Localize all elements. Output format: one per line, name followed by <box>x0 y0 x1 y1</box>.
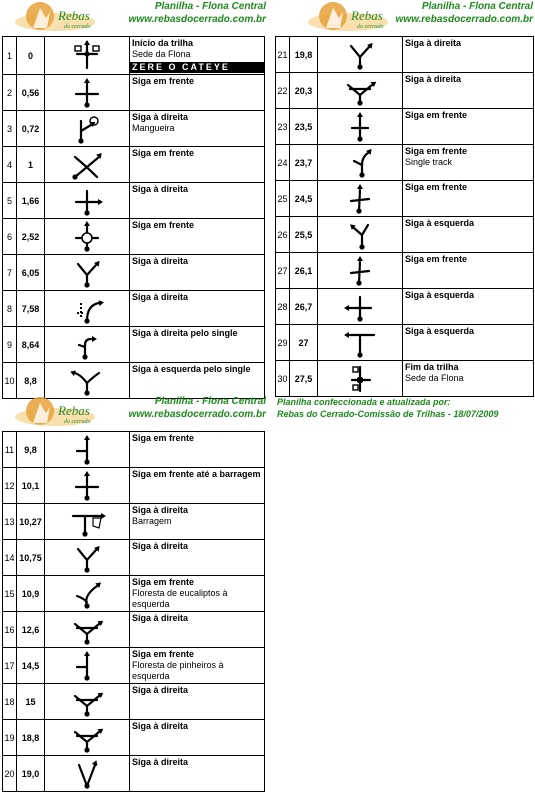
instruction-cell <box>403 217 534 253</box>
header-site[interactable]: www.rebasdocerrado.com.br <box>128 409 266 420</box>
step-number: 24 <box>276 145 290 181</box>
cross-short-icon <box>340 111 380 143</box>
instruction-text: Siga em frente até a barragem <box>132 469 261 479</box>
reset-banner: ZERE O CATEYE <box>130 62 264 73</box>
t-left-icon <box>340 327 380 359</box>
route-diagram <box>45 291 130 327</box>
instruction-cell <box>130 684 265 720</box>
svg-text:Rebas: Rebas <box>351 8 383 23</box>
step-number: 2 <box>3 75 17 111</box>
table-row <box>3 183 265 219</box>
instruction-cell <box>130 648 265 684</box>
step-number: 29 <box>276 325 290 361</box>
km-value: 15 <box>17 684 45 720</box>
instruction-text: Siga à direita <box>132 541 189 551</box>
route-table-2 <box>275 36 534 397</box>
landmark-text: Barragem <box>132 516 172 526</box>
table-row <box>276 145 534 181</box>
route-diagram <box>45 219 130 255</box>
instruction-cell <box>130 756 265 792</box>
km-value: 8,8 <box>17 363 45 399</box>
svg-text:do cerrado: do cerrado <box>64 419 91 425</box>
km-value: 20,3 <box>290 73 318 109</box>
table-row <box>3 219 265 255</box>
roundabout-icon <box>67 221 107 253</box>
route-diagram <box>318 253 403 289</box>
km-value: 18,8 <box>17 720 45 756</box>
instruction-text: Siga em frente <box>132 220 195 230</box>
right-tree-icon <box>67 113 107 145</box>
instruction-text: Siga em frente <box>405 146 468 156</box>
route-diagram <box>45 756 130 792</box>
header-right <box>273 0 535 36</box>
instruction-cell <box>403 253 534 289</box>
fork-left-icon <box>67 365 107 397</box>
instruction-text: Siga à direita <box>132 757 189 767</box>
km-value: 10,75 <box>17 540 45 576</box>
start-icon <box>67 40 107 72</box>
instruction-text: Siga em frente <box>132 76 195 86</box>
step-number: 23 <box>276 109 290 145</box>
table-row <box>3 291 265 327</box>
instruction-text: Siga à esquerda <box>405 218 475 228</box>
route-diagram <box>45 75 130 111</box>
t-straight-left-icon <box>67 434 107 466</box>
credits-line-2: Rebas do Cerrado-Comissão de Trilhas - 18/07/2009 <box>277 409 499 419</box>
instruction-cell <box>130 468 265 504</box>
header-title: Planilha - Flona Central <box>154 1 266 12</box>
instruction-text: Siga à direita <box>132 685 189 695</box>
step-number: 14 <box>3 540 17 576</box>
step-number: 6 <box>3 219 17 255</box>
route-diagram <box>45 255 130 291</box>
instruction-text: Siga à direita <box>132 721 189 731</box>
route-diagram <box>45 183 130 219</box>
x-cross-icon <box>67 149 107 181</box>
table-row <box>276 361 534 397</box>
landmark-text: Sede da Flona <box>405 373 464 383</box>
km-value: 24,5 <box>290 181 318 217</box>
instruction-cell <box>403 181 534 217</box>
route-diagram <box>45 504 130 540</box>
km-value: 7,58 <box>17 291 45 327</box>
route-diagram <box>45 432 130 468</box>
table-row <box>3 576 265 612</box>
credits-note <box>277 396 533 420</box>
step-number: 30 <box>276 361 290 397</box>
step-number: 27 <box>276 253 290 289</box>
table-row <box>3 540 265 576</box>
instruction-cell <box>130 111 265 147</box>
table-row <box>3 37 265 75</box>
y-right-icon <box>67 542 107 574</box>
table-row <box>3 648 265 684</box>
y-left-icon <box>340 219 380 251</box>
instruction-text: Siga em frente <box>132 577 195 587</box>
route-diagram <box>45 576 130 612</box>
km-value: 23,7 <box>290 145 318 181</box>
route-diagram <box>45 468 130 504</box>
route-diagram <box>45 111 130 147</box>
table-row <box>3 756 265 792</box>
t-dam-icon <box>67 506 107 538</box>
step-number: 9 <box>3 327 17 363</box>
km-value: 0,56 <box>17 75 45 111</box>
route-diagram <box>318 361 403 397</box>
curve-right-dots-icon <box>67 293 107 325</box>
table-row <box>3 255 265 291</box>
curve-right-icon <box>67 578 107 610</box>
header-title: Planilha - Flona Central <box>421 1 533 12</box>
step-number: 4 <box>3 147 17 183</box>
table-row <box>276 109 534 145</box>
triangle-right-icon <box>67 722 107 754</box>
instruction-text: Siga à esquerda <box>405 290 475 300</box>
cross-icon <box>67 470 107 502</box>
table-row <box>3 363 265 399</box>
km-value: 9,8 <box>17 432 45 468</box>
km-value: 0,72 <box>17 111 45 147</box>
route-diagram <box>318 181 403 217</box>
km-value: 27,5 <box>290 361 318 397</box>
instruction-text: Siga à direita <box>132 505 189 515</box>
route-table-1 <box>2 36 265 399</box>
instruction-text: Início da trilha <box>132 38 194 48</box>
instruction-text: Siga à direita <box>132 613 189 623</box>
instruction-cell <box>130 219 265 255</box>
step-number: 18 <box>3 684 17 720</box>
instruction-cell <box>403 361 534 397</box>
route-diagram <box>45 147 130 183</box>
route-diagram <box>45 612 130 648</box>
table-row <box>3 432 265 468</box>
step-number: 26 <box>276 217 290 253</box>
instruction-cell <box>130 147 265 183</box>
route-diagram <box>45 648 130 684</box>
triangle-right-icon <box>67 614 107 646</box>
cross-icon <box>67 77 107 109</box>
table-row <box>3 468 265 504</box>
km-value: 10,9 <box>17 576 45 612</box>
table-row <box>3 720 265 756</box>
table-row <box>3 684 265 720</box>
km-value: 19,0 <box>17 756 45 792</box>
route-diagram <box>318 109 403 145</box>
route-diagram <box>318 217 403 253</box>
step-number: 19 <box>3 720 17 756</box>
header-site[interactable]: www.rebasdocerrado.com.br <box>395 14 533 25</box>
instruction-cell <box>130 720 265 756</box>
km-value: 6,05 <box>17 255 45 291</box>
step-number: 13 <box>3 504 17 540</box>
instruction-text: Siga à direita <box>132 292 189 302</box>
instruction-cell <box>403 37 534 73</box>
km-value: 12,6 <box>17 612 45 648</box>
instruction-text: Siga à direita pelo single <box>132 328 238 338</box>
table-row <box>276 73 534 109</box>
landmark-text: Single track <box>405 157 453 167</box>
svg-text:Rebas: Rebas <box>58 8 90 23</box>
table-row <box>3 327 265 363</box>
table-row <box>276 253 534 289</box>
instruction-cell <box>130 576 265 612</box>
landmark-text: Mangueira <box>132 123 175 133</box>
cross-left-icon <box>340 291 380 323</box>
km-value: 10,27 <box>17 504 45 540</box>
instruction-text: Siga em frente <box>405 110 468 120</box>
instruction-text: Siga à direita <box>132 112 189 122</box>
instruction-cell <box>130 37 265 75</box>
svg-text:Rebas: Rebas <box>58 403 90 418</box>
step-number: 15 <box>3 576 17 612</box>
km-value: 1,66 <box>17 183 45 219</box>
instruction-text: Siga à esquerda pelo single <box>132 364 251 374</box>
header-left <box>0 0 268 36</box>
header-left-2 <box>0 395 268 431</box>
instruction-cell <box>130 363 265 399</box>
km-value: 10,1 <box>17 468 45 504</box>
route-diagram <box>45 684 130 720</box>
hook-right-icon <box>67 329 107 361</box>
instruction-cell <box>130 183 265 219</box>
landmark-text: Floresta de eucaliptos à esquerda <box>132 588 228 609</box>
finish-icon <box>340 363 380 395</box>
km-value: 14,5 <box>17 648 45 684</box>
cross-slant-icon <box>340 183 380 215</box>
km-value: 8,64 <box>17 327 45 363</box>
step-number: 20 <box>3 756 17 792</box>
route-diagram <box>45 327 130 363</box>
table-row <box>3 147 265 183</box>
km-value: 26,1 <box>290 253 318 289</box>
km-value: 0 <box>17 37 45 75</box>
table-row <box>276 217 534 253</box>
table-row <box>276 325 534 361</box>
instruction-cell <box>130 540 265 576</box>
km-value: 23,5 <box>290 109 318 145</box>
route-diagram <box>318 37 403 73</box>
km-value: 27 <box>290 325 318 361</box>
step-number: 28 <box>276 289 290 325</box>
cross-right-icon <box>67 185 107 217</box>
instruction-text: Siga em frente <box>405 254 468 264</box>
step-number: 22 <box>276 73 290 109</box>
step-number: 7 <box>3 255 17 291</box>
step-number: 21 <box>276 37 290 73</box>
route-diagram <box>45 540 130 576</box>
step-number: 10 <box>3 363 17 399</box>
instruction-cell <box>130 291 265 327</box>
landmark-text: Floresta de pinheiros à esquerda <box>132 660 224 681</box>
v-right-icon <box>67 758 107 790</box>
route-diagram <box>45 37 130 75</box>
instruction-cell <box>130 504 265 540</box>
credits-line-1: Planilha confeccionada e atualizada por: <box>277 397 451 407</box>
step-number: 11 <box>3 432 17 468</box>
step-number: 12 <box>3 468 17 504</box>
km-value: 19,8 <box>290 37 318 73</box>
instruction-cell <box>130 75 265 111</box>
t-straight-left-icon <box>67 650 107 682</box>
instruction-cell <box>403 73 534 109</box>
instruction-cell <box>130 327 265 363</box>
table-row <box>3 111 265 147</box>
instruction-text: Siga em frente <box>132 148 195 158</box>
route-diagram <box>318 289 403 325</box>
instruction-cell <box>403 145 534 181</box>
route-table-3 <box>2 431 265 792</box>
km-value: 25,5 <box>290 217 318 253</box>
instruction-cell <box>403 289 534 325</box>
instruction-text: Siga à direita <box>132 184 189 194</box>
instruction-cell <box>403 325 534 361</box>
step-number: 3 <box>3 111 17 147</box>
km-value: 1 <box>17 147 45 183</box>
header-site[interactable]: www.rebasdocerrado.com.br <box>128 14 266 25</box>
route-diagram <box>318 325 403 361</box>
instruction-cell <box>130 612 265 648</box>
instruction-text: Siga à direita <box>405 38 462 48</box>
table-row <box>276 37 534 73</box>
svg-text:do cerrado: do cerrado <box>64 24 91 30</box>
header-title: Planilha - Flona Central <box>154 396 266 407</box>
triangle-right-icon <box>67 686 107 718</box>
km-value: 26,7 <box>290 289 318 325</box>
y-right-icon <box>340 39 380 71</box>
rebas-logo <box>0 395 120 431</box>
table-row <box>3 612 265 648</box>
instruction-text: Siga à direita <box>132 256 189 266</box>
triangle-right-icon <box>340 75 380 107</box>
table-row <box>276 181 534 217</box>
svg-text:do cerrado: do cerrado <box>357 24 384 30</box>
instruction-text: Siga à esquerda <box>405 326 475 336</box>
route-diagram <box>318 145 403 181</box>
table-row <box>276 289 534 325</box>
step-number: 5 <box>3 183 17 219</box>
instruction-cell <box>403 109 534 145</box>
rebas-logo <box>0 0 120 36</box>
route-diagram <box>45 720 130 756</box>
single-track-icon <box>340 147 380 179</box>
y-right-icon <box>67 257 107 289</box>
route-diagram <box>45 363 130 399</box>
step-number: 1 <box>3 37 17 75</box>
instruction-text: Fim da trilha <box>405 362 459 372</box>
table-row <box>3 504 265 540</box>
instruction-text: Siga em frente <box>405 182 468 192</box>
step-number: 8 <box>3 291 17 327</box>
instruction-text: Siga em frente <box>132 433 195 443</box>
table-row <box>3 75 265 111</box>
cross-slant-icon <box>340 255 380 287</box>
instruction-text: Siga em frente <box>132 649 195 659</box>
instruction-cell <box>130 255 265 291</box>
instruction-cell <box>130 432 265 468</box>
landmark-text: Sede da Flona <box>132 49 191 59</box>
step-number: 25 <box>276 181 290 217</box>
instruction-text: Siga à direita <box>405 74 462 84</box>
km-value: 2,52 <box>17 219 45 255</box>
route-diagram <box>318 73 403 109</box>
step-number: 16 <box>3 612 17 648</box>
step-number: 17 <box>3 648 17 684</box>
